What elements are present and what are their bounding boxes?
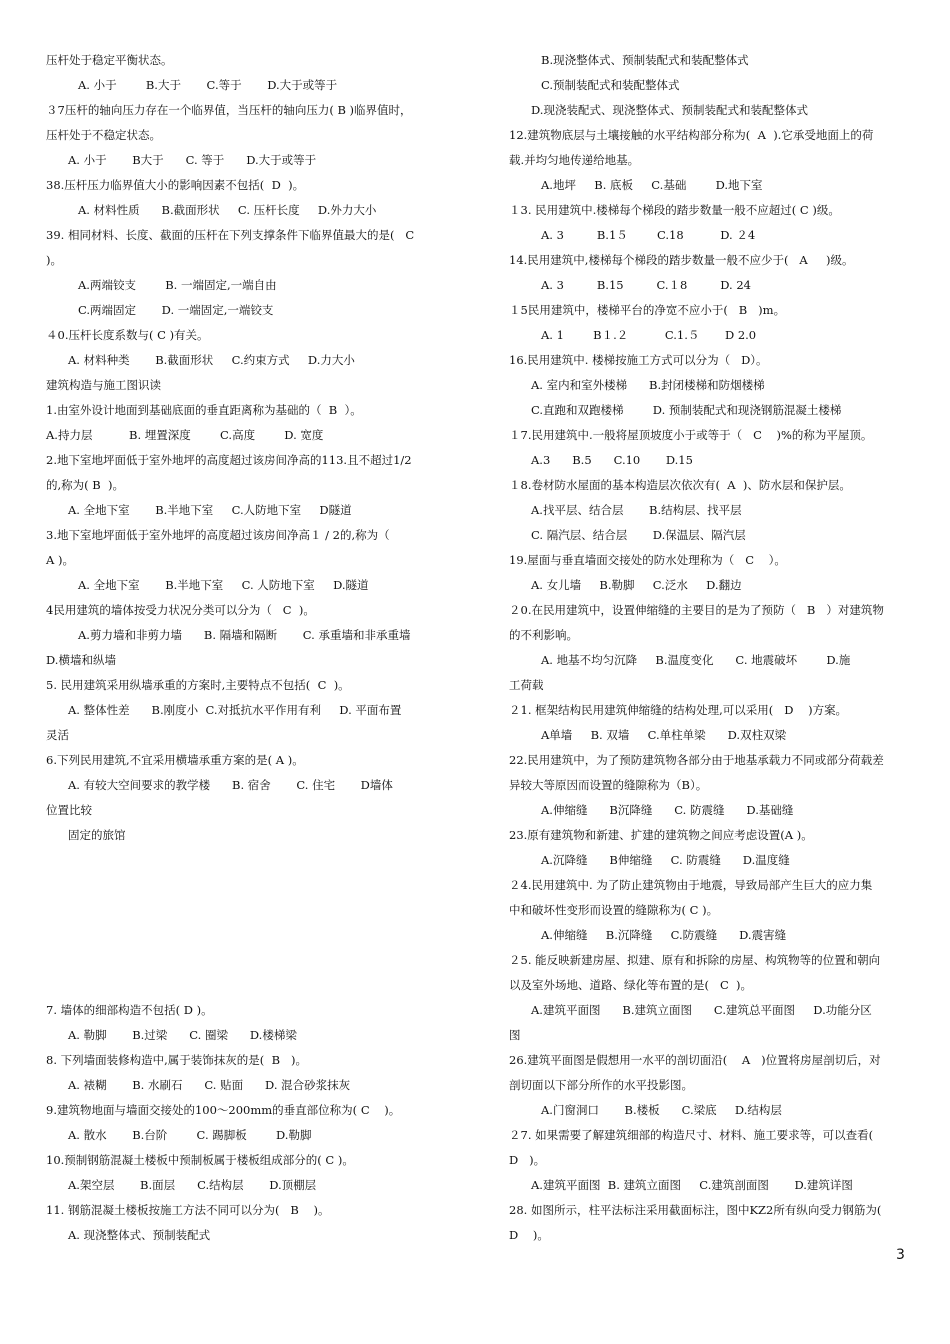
text-line: A. 材料种类 B.截面形状 C.约束方式 D.力大小 bbox=[68, 353, 355, 367]
text-line: 14.民用建筑中,楼梯每个梯段的踏步数量一般不应少于( A )级。 bbox=[509, 253, 854, 267]
text-line: A单墙 B. 双墙 C.单柱单梁 D.双柱双梁 bbox=[541, 728, 787, 742]
text-line: C.直跑和双跑楼梯 D. 预制装配式和现浇钢筋混凝土楼梯 bbox=[531, 403, 842, 417]
text-line: A. 现浇整体式、预制装配式 bbox=[68, 1228, 211, 1242]
page-number: 3 bbox=[896, 1247, 905, 1263]
text-line: A. 裱糊 B. 水刷石 C. 贴面 D. 混合砂浆抹灰 bbox=[68, 1078, 351, 1092]
text-line: 图 bbox=[509, 1028, 521, 1042]
text-line: 39. 相同材料、长度、截面的压杆在下列支撑条件下临界值最大的是( C bbox=[46, 228, 415, 242]
text-line: ４0.压杆长度系数与( C )有关。 bbox=[46, 328, 209, 342]
text-line: 2.地下室地坪面低于室外地坪的高度超过该房间净高的113.且不超过1/2 bbox=[46, 453, 412, 467]
text-line: A.两端铰支 B. 一端固定,一端自由 bbox=[78, 278, 277, 292]
text-line: 1.由室外设计地面到基础底面的垂直距离称为基础的（ B ）。 bbox=[46, 403, 362, 417]
text-line: 12.建筑物底层与土壤接触的水平结构部分称为( A ).它承受地面上的荷 bbox=[509, 128, 874, 142]
right-column bbox=[509, 48, 909, 1248]
text-line: 23.原有建筑物和新建、扩建的建筑物之间应考虑设置(A )。 bbox=[509, 828, 813, 842]
text-line: A. 女儿墙 B.勒脚 C.泛水 D.翻边 bbox=[531, 578, 742, 592]
text-line: A. 全地下室 B.半地下室 C.人防地下室 D隧道 bbox=[68, 503, 352, 517]
text-line: 压杆处于不稳定状态。 bbox=[46, 128, 161, 142]
text-line: A.沉降缝 B伸缩缝 C. 防震缝 D.温度缝 bbox=[541, 853, 790, 867]
text-line: ３7压杆的轴向压力存在一个临界值，当压杆的轴向压力( B )临界值时， bbox=[46, 103, 412, 117]
text-line: ２7. 如果需要了解建筑细部的构造尺寸、材料、施工要求等，可以查看( bbox=[509, 1128, 874, 1142]
text-line: 7. 墙体的细部构造不包括( D )。 bbox=[46, 1003, 213, 1017]
text-line: D )。 bbox=[509, 1153, 546, 1167]
text-line: 异较大等原因而设置的缝隙称为（B）。 bbox=[509, 778, 708, 792]
text-line: 灵活 bbox=[46, 728, 69, 742]
text-line: １7.民用建筑中.一般将屋顶坡度小于或等于（ C )%的称为平屋顶。 bbox=[509, 428, 873, 442]
text-line: A. 3 B.15 C.１8 D. 24 bbox=[541, 278, 751, 292]
text-line: 26.建筑平面图是假想用一水平的剖切面沿( A )位置将房屋剖切后，对 bbox=[509, 1053, 881, 1067]
text-line: A. 勒脚 B.过梁 C. 圈梁 D.楼梯梁 bbox=[68, 1028, 297, 1042]
text-line: 11. 钢筋混凝土楼板按施工方法不同可以分为( B )。 bbox=[46, 1203, 330, 1217]
text-line: C.预制装配式和装配整体式 bbox=[541, 78, 680, 92]
text-line: A. 整体性差 B.刚度小 C.对抵抗水平作用有利 D. 平面布置 bbox=[68, 703, 402, 717]
text-line: D.横墙和纵墙 bbox=[46, 653, 116, 667]
text-line: ２5. 能反映新建房屋、拟建、原有和拆除的房屋、构筑物等的位置和朝向 bbox=[509, 953, 881, 967]
text-line: 剖切面以下部分所作的水平投影图。 bbox=[509, 1078, 693, 1092]
text-line: 22.民用建筑中，为了预防建筑物各部分由于地基承载力不同或部分荷载差 bbox=[509, 753, 884, 767]
text-line: B.现浇整体式、预制装配式和装配整体式 bbox=[541, 53, 749, 67]
text-line: 3.地下室地坪面低于室外地坪的高度超过该房间净高１ / 2的,称为（ bbox=[46, 528, 390, 542]
text-line: A.3 B.5 C.10 D.15 bbox=[531, 453, 693, 467]
text-line: 的,称为( B )。 bbox=[46, 478, 125, 492]
text-line: １5民用建筑中，楼梯平台的净宽不应小于( B )m。 bbox=[509, 303, 786, 317]
text-line: 中和破坏性变形而设置的缝隙称为( C )。 bbox=[509, 903, 719, 917]
text-line: ２4.民用建筑中. 为了防止建筑物由于地震，导致局部产生巨大的应力集 bbox=[509, 878, 873, 892]
text-line: 10.预制钢筋混凝土楼板中预制板属于楼板组成部分的( C )。 bbox=[46, 1153, 354, 1167]
text-line: A )。 bbox=[46, 553, 74, 567]
text-line: A. 3 B.1５ C.18 D. ２4 bbox=[541, 228, 756, 242]
text-line: A. 地基不均匀沉降 B.温度变化 C. 地震破坏 D.施 bbox=[541, 653, 851, 667]
text-line: A.持力层 B. 埋置深度 C.高度 D. 宽度 bbox=[46, 428, 324, 442]
text-line: A. 有较大空间要求的教学楼 B. 宿舍 C. 住宅 D墙体 bbox=[68, 778, 393, 792]
text-line: １8.卷材防水屋面的基本构造层次依次有( A )、防水层和保护层。 bbox=[509, 478, 851, 492]
text-line: 5. 民用建筑采用纵墙承重的方案时,主要特点不包括( C )。 bbox=[46, 678, 350, 692]
text-line: 以及室外场地、道路、绿化等布置的是( C )。 bbox=[509, 978, 753, 992]
text-line: 9.建筑物地面与墙面交接处的100～200mm的垂直部位称为( C )。 bbox=[46, 1103, 401, 1117]
blank-space bbox=[46, 848, 448, 998]
text-line: A.找平层、结合层 B.结构层、找平层 bbox=[531, 503, 742, 517]
text-line: A. 材料性质 B.截面形状 C. 压杆长度 D.外力大小 bbox=[78, 203, 377, 217]
text-line: A.建筑平面图 B. 建筑立面图 C.建筑剖面图 D.建筑详图 bbox=[531, 1178, 853, 1192]
text-line: １3. 民用建筑中.楼梯每个梯段的踏步数量一般不应超过( C )级。 bbox=[509, 203, 840, 217]
text-line: 8. 下列墙面装修构造中,属于装饰抹灰的是( B )。 bbox=[46, 1053, 307, 1067]
text-line: 4民用建筑的墙体按受力状况分类可以分为（ C )。 bbox=[46, 603, 315, 617]
left-column bbox=[46, 48, 448, 1248]
text-line: ２0.在民用建筑中，设置伸缩缝的主要目的是为了预防（ B ）对建筑物 bbox=[509, 603, 884, 617]
text-line: A.架空层 B.面层 C.结构层 D.顶棚层 bbox=[68, 1178, 317, 1192]
text-line: 19.屋面与垂直墙面交接处的防水处理称为（ C ）。 bbox=[509, 553, 786, 567]
text-line: D )。 bbox=[509, 1228, 549, 1242]
text-line: A.地坪 B. 底板 C.基础 D.地下室 bbox=[541, 178, 763, 192]
text-line: A. 室内和室外楼梯 B.封闭楼梯和防烟楼梯 bbox=[531, 378, 765, 392]
text-line: 工荷载 bbox=[509, 678, 544, 692]
text-line: D.现浇装配式、现浇整体式、预制装配式和装配整体式 bbox=[531, 103, 808, 117]
text-line: 位置比较 bbox=[46, 803, 92, 817]
text-line: 载.并均匀地传递给地基。 bbox=[509, 153, 640, 167]
text-line: A. 小于 B.大于 C.等于 D.大于或等于 bbox=[78, 78, 338, 92]
text-line: 28. 如图所示，柱平法标注采用截面标注，图中KZ2所有纵向受力钢筋为( bbox=[509, 1203, 882, 1217]
text-line: A.建筑平面图 B.建筑立面图 C.建筑总平面图 D.功能分区 bbox=[531, 1003, 872, 1017]
text-line: A.剪力墙和非剪力墙 B. 隔墙和隔断 C. 承重墙和非承重墙 bbox=[78, 628, 411, 642]
text-line: A.门窗洞口 B.楼板 C.梁底 D.结构层 bbox=[541, 1103, 782, 1117]
text-line: C.两端固定 D. 一端固定,一端铰支 bbox=[78, 303, 274, 317]
text-line: )。 bbox=[46, 253, 62, 267]
text-line: A.伸缩缝 B.沉降缝 C.防震缝 D.震害缝 bbox=[541, 928, 787, 942]
text-line: A. 全地下室 B.半地下室 C. 人防地下室 D.隧道 bbox=[78, 578, 369, 592]
text-line: 6.下列民用建筑,不宜采用横墙承重方案的是( A )。 bbox=[46, 753, 304, 767]
text-line: C. 隔汽层、结合层 D.保温层、隔汽层 bbox=[531, 528, 746, 542]
text-line: 建筑构造与施工图识读 bbox=[46, 378, 161, 392]
text-line: A.伸缩缝 B沉降缝 C. 防震缝 D.基础缝 bbox=[541, 803, 794, 817]
text-line: 压杆处于稳定平衡状态。 bbox=[46, 53, 173, 67]
text-line: A. 散水 B.台阶 C. 踢脚板 D.勒脚 bbox=[68, 1128, 312, 1142]
text-line: ２1. 框架结构民用建筑伸缩缝的结构处理,可以采用( D )方案。 bbox=[509, 703, 848, 717]
text-line: 16.民用建筑中. 楼梯按施工方式可以分为（ D）。 bbox=[509, 353, 768, 367]
text-line: 38.压杆压力临界值大小的影响因素不包括( D )。 bbox=[46, 178, 305, 192]
text-line: A. 小于 B大于 C. 等于 D.大于或等于 bbox=[68, 153, 317, 167]
text-line: 的不利影响。 bbox=[509, 628, 578, 642]
text-line: 固定的旅馆 bbox=[68, 828, 126, 842]
text-line: A. 1 B１.２ C.1.５ D 2.0 bbox=[541, 328, 757, 342]
